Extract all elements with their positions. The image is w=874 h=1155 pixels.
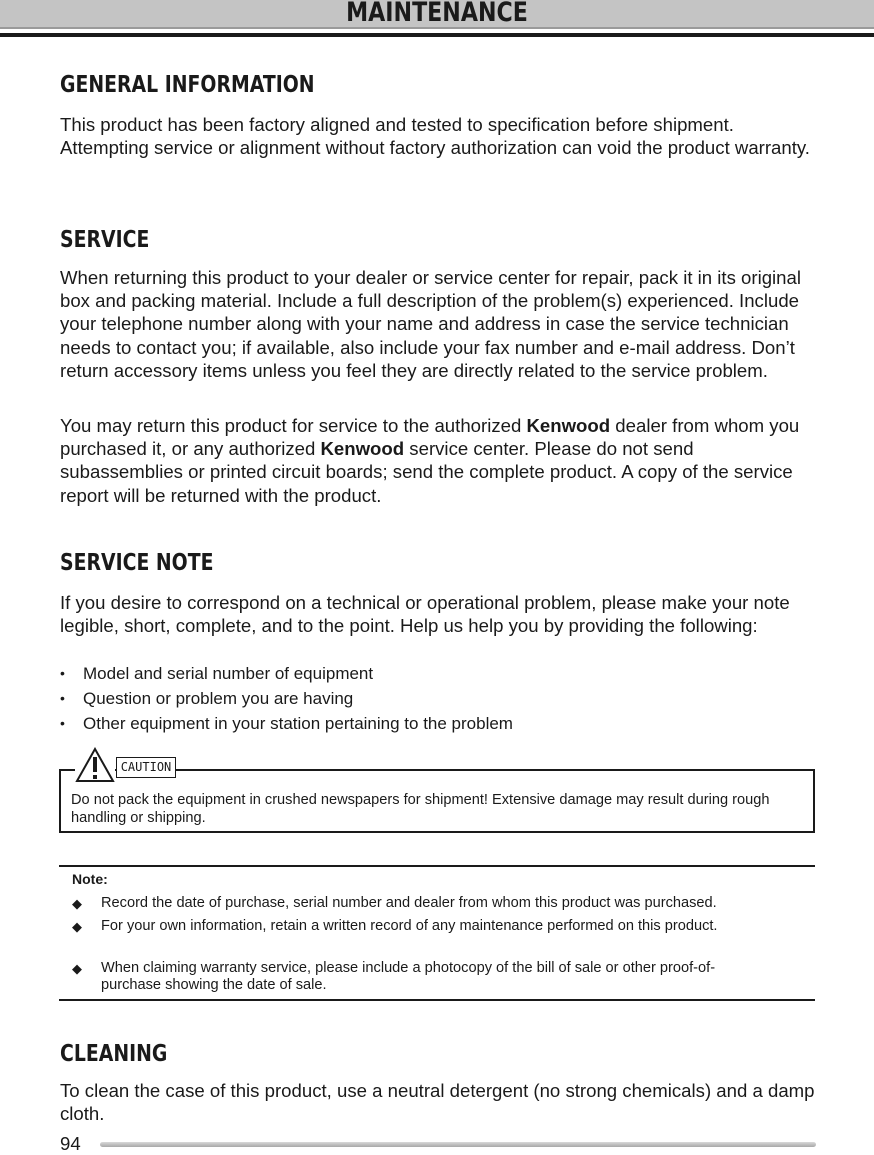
section-heading-service: SERVICE	[60, 227, 150, 253]
note-bottom-rule	[59, 999, 815, 1001]
note-title: Note:	[72, 871, 108, 887]
service-note-text: If you desire to correspond on a technical or operational problem, please make your note legible, short, complete, and to the point. Help us help you by providing the following:	[60, 592, 790, 637]
note-top-rule	[59, 865, 815, 867]
caution-label: CAUTION	[116, 757, 176, 778]
section-heading-service-note: SERVICE NOTE	[60, 550, 214, 576]
cleaning-text: To clean the case of this product, use a neutral detergent (no strong chemicals) and a damp cloth.	[60, 1080, 815, 1125]
bullet-icon: •	[60, 690, 65, 706]
header-rule	[0, 33, 874, 37]
caution-text: Do not pack the equipment in crushed newspapers for shipment! Extensive damage may result during rough handling or shipping.	[71, 792, 770, 826]
list-item: • Model and serial number of equipment	[60, 661, 820, 686]
section-heading-general-information: GENERAL INFORMATION	[60, 72, 315, 98]
list-item: • Other equipment in your station pertaining to the problem	[60, 711, 820, 736]
bullet-icon: •	[60, 665, 65, 681]
page-number: 94	[60, 1133, 81, 1154]
list-item: • Question or problem you are having	[60, 686, 820, 711]
brand-name: Kenwood	[526, 415, 611, 436]
general-information-text: This product has been factory aligned and tested to specification before shipment. Attempting service or alignment without factory authorization can void the product warranty.	[60, 114, 810, 159]
service-paragraph-2: You may return this product for service to the authorized Kenwood dealer from whom you purchased it, or any authorized Kenwood service center. Please do not send subassemblies or printed circuit boards; send the complete product. A copy of the service report will be returned with the product.	[60, 415, 800, 506]
diamond-bullet-icon: ◆	[72, 919, 82, 934]
footer-bar	[100, 1142, 816, 1147]
diamond-bullet-icon: ◆	[72, 961, 82, 976]
diamond-bullet-icon: ◆	[72, 896, 82, 911]
page-title: MAINTENANCE	[346, 0, 528, 28]
brand-name: Kenwood	[320, 438, 405, 460]
section-heading-cleaning: CLEANING	[60, 1041, 168, 1067]
warning-triangle-icon	[75, 747, 115, 783]
bullet-icon: •	[60, 715, 65, 731]
service-note-list	[60, 661, 820, 736]
service-paragraph-1: When returning this product to your dealer or service center for repair, pack it in its original box and packing material. Include a full description of the problem(s) experienced. Include your telephone number along with your name and address in case the service technician needs to contact you; if available, also include your fax number and e-mail address. Don’t return accessory items unless you feel they are directly related to the service problem.	[60, 267, 801, 381]
caution-box	[59, 769, 815, 833]
